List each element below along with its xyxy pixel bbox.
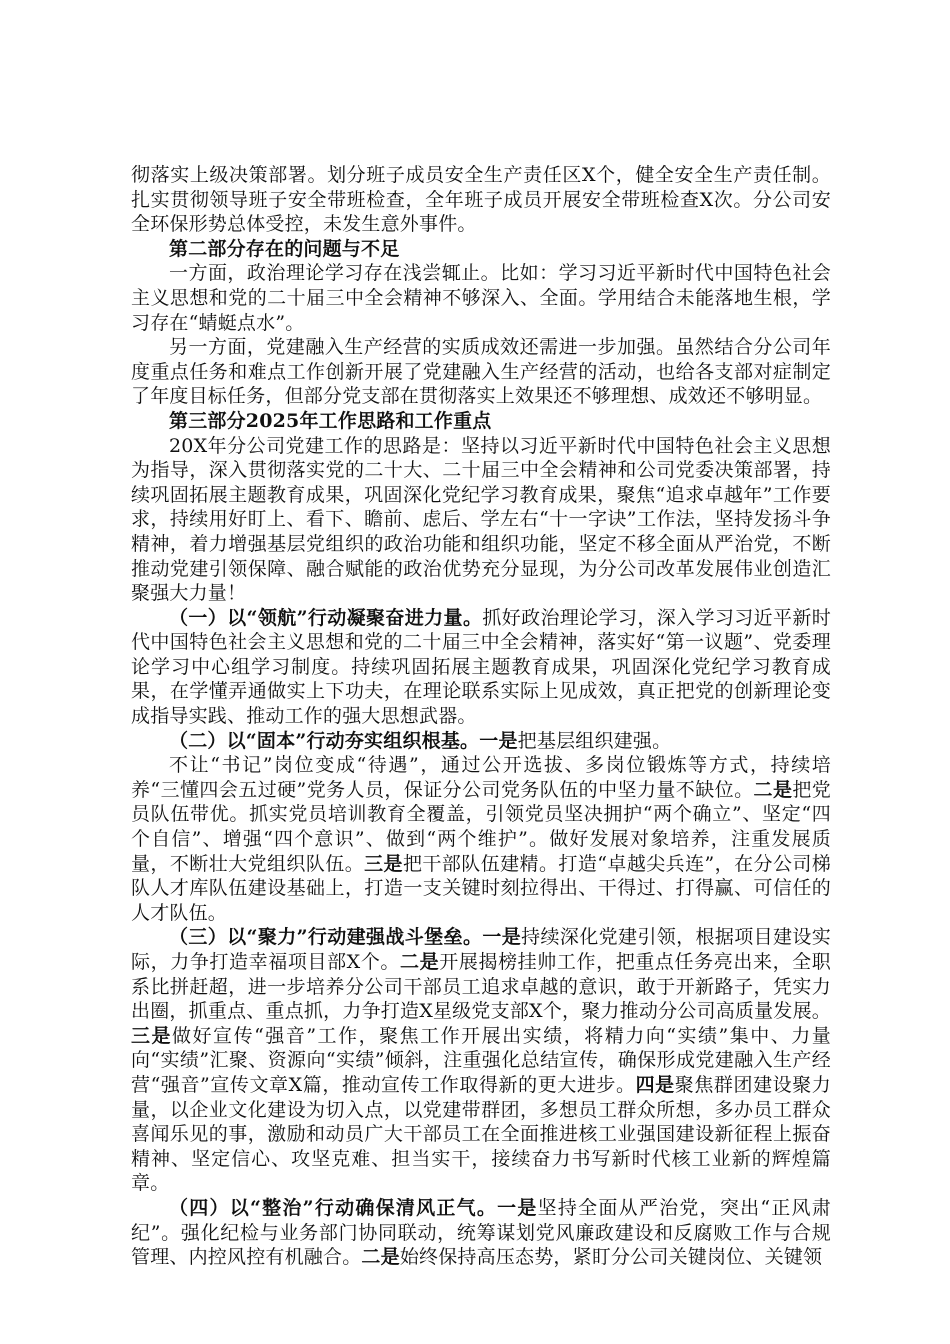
paragraph-plan-overview: 20X年分公司党建工作的思路是：坚持以习近平新时代中国特色社会主义思想为指导，深入贯彻落实党的二十大、二十届三中全会精神和公司党委决策部署，持续巩固拓展主题教育成果，巩固深化党纪学习教育成果，聚焦“追求卓越年”工作要求，持续用好盯上、看下、瞻前、虑后、学左右“十一字诀”工作法，坚持发扬斗争精神，着力增强基层党组织的政治功能和组织功能，坚定不移全面从严治党，不断推动党建引领保障、融合赋能的政治优势充分显现，为分公司改革发展伟业创造汇聚强大力量！ xyxy=(131,434,831,605)
paragraph-rectification-action xyxy=(131,1196,831,1270)
document-page xyxy=(131,163,831,1270)
text-third: 做好宣传“强音”工作，聚焦工作开展出实绩，将精力向“实绩”集中、力量向“实绩”汇聚、资源向“实绩”倾斜，注重强化总结宣传，确保形成党建融入生产经营“强音”宣传文章X篇，推动宣传工作取得新的更大进步。 xyxy=(131,1024,831,1096)
keyword-third: 三是 xyxy=(131,1024,173,1047)
text-first: 持续深化党建引领，根据项目建设实际，力争打造幸福项目部X个。 xyxy=(131,926,831,973)
keyword-first: 一是 xyxy=(479,729,518,752)
text-second: 始终保持高压态势，紧盯分公司关键岗位、关键领 xyxy=(399,1246,823,1269)
text-third: 把干部队伍建精。打造“卓越尖兵连”，在分公司梯队人才库队伍建设基础上，打造一支关键时刻拉得出、干得过、打得赢、可信任的人才队伍。 xyxy=(131,852,831,924)
section-heading-plan: 第三部分2025年工作思路和工作重点 xyxy=(169,409,492,432)
paragraph-foundation-continued xyxy=(131,753,831,925)
text-first: 把基层组织建强。 xyxy=(517,729,672,752)
text-first-continued: 不让“书记”岗位变成“待遇”，通过公开选拔、多岗位锻炼等方式，持续培养“三懂四会五过硬”党务人员，保证分公司党务队伍的中坚力量不缺位。 xyxy=(131,754,831,801)
subsection-title-2: （二）以“固本”行动夯实组织根基。 xyxy=(169,729,480,752)
subsection-title-3: （三）以“聚力”行动建强战斗堡垒。 xyxy=(169,926,483,949)
paragraph-problem-integration: 另一方面，党建融入生产经营的实质成效还需进一步加强。虽然结合分公司年度重点任务和难点工作创新开展了党建融入生产经营的活动，也给各支部对症制定了年度目标任务，但部分党支部在贯彻落实上效果还不够理想、成效还不够明显。 xyxy=(131,336,831,408)
section-heading-problems: 第二部分存在的问题与不足 xyxy=(169,237,400,260)
subsection-title-4: （四）以“整治”行动确保清风正气。 xyxy=(169,1196,498,1219)
paragraph-safety: 彻落实上级决策部署。划分班子成员安全生产责任区X个，健全安全生产责任制。扎实贯彻领导班子安全带班检查，全年班子成员开展安全带班检查X次。分公司安全环保形势总体受控，未发生意外事件。 xyxy=(131,164,831,236)
subsection-title-1: （一）以“领航”行动凝聚奋进力量。 xyxy=(169,606,483,629)
keyword-first: 一是 xyxy=(482,926,522,949)
paragraph-cohesion-action xyxy=(131,925,831,1196)
paragraph-problem-theory: 一方面，政治理论学习存在浅尝辄止。比如：学习习近平新时代中国特色社会主义思想和党的二十届三中全会精神不够深入、全面。学用结合未能落地生根，学习存在“蜻蜓点水”。 xyxy=(131,262,831,334)
text-first: 坚持全面从严治党，突出“正风肃纪”。强化纪检与业务部门协同联动，统筹谋划党风廉政建设和反腐败工作与合规管理、内控风控有机融合。 xyxy=(131,1196,831,1269)
keyword-second: 二是 xyxy=(753,778,793,801)
keyword-fourth: 四是 xyxy=(635,1073,675,1096)
subsection-body-1: 抓好政治理论学习，深入学习习近平新时代中国特色社会主义思想和党的二十届三中全会精神，落实好“第一议题”、党委理论学习中心组学习制度。持续巩固拓展主题教育成果，巩固深化党纪学习教育成果，在学懂弄通做实上下功夫，在理论联系实际上见成效，真正把党的创新理论变成指导实践、推动工作的强大思想武器。 xyxy=(131,606,831,728)
keyword-second: 二是 xyxy=(400,951,440,973)
text-second: 把党员队伍带优。抓实党员培训教育全覆盖，引领党员坚决拥护“两个确立”、坚定“四个自信”、增强“四个意识”、做到“两个维护”。做好发展对象培养，注重发展质量，不断壮大党组织队伍。 xyxy=(131,778,832,875)
keyword-third: 三是 xyxy=(364,852,403,875)
paragraph-foundation-action xyxy=(131,729,831,754)
keyword-second: 二是 xyxy=(361,1246,400,1269)
paragraph-navigation-action xyxy=(131,606,831,729)
keyword-first: 一是 xyxy=(497,1196,538,1219)
text-second: 开展揭榜挂帅工作，把重点任务亮出来，全职系比拼赶超，进一步培养分公司干部员工追求卓越的意识，敢于开新路子，凭实力出圈，抓重点、重点抓，力争打造X星级党支部X个，聚力推动分公司高质量发展。 xyxy=(131,951,831,1023)
text-fourth: 聚焦群团建设聚力量，以企业文化建设为切入点，以党建带群团，多想员工群众所想，多办员工群众喜闻乐见的事，激励和动员广大干部员工在全面推进核工业强国建设新征程上振奋精神、坚定信心、攻坚克难、担当实干，接续奋力书写新时代核工业新的辉煌篇章。 xyxy=(131,1073,832,1195)
